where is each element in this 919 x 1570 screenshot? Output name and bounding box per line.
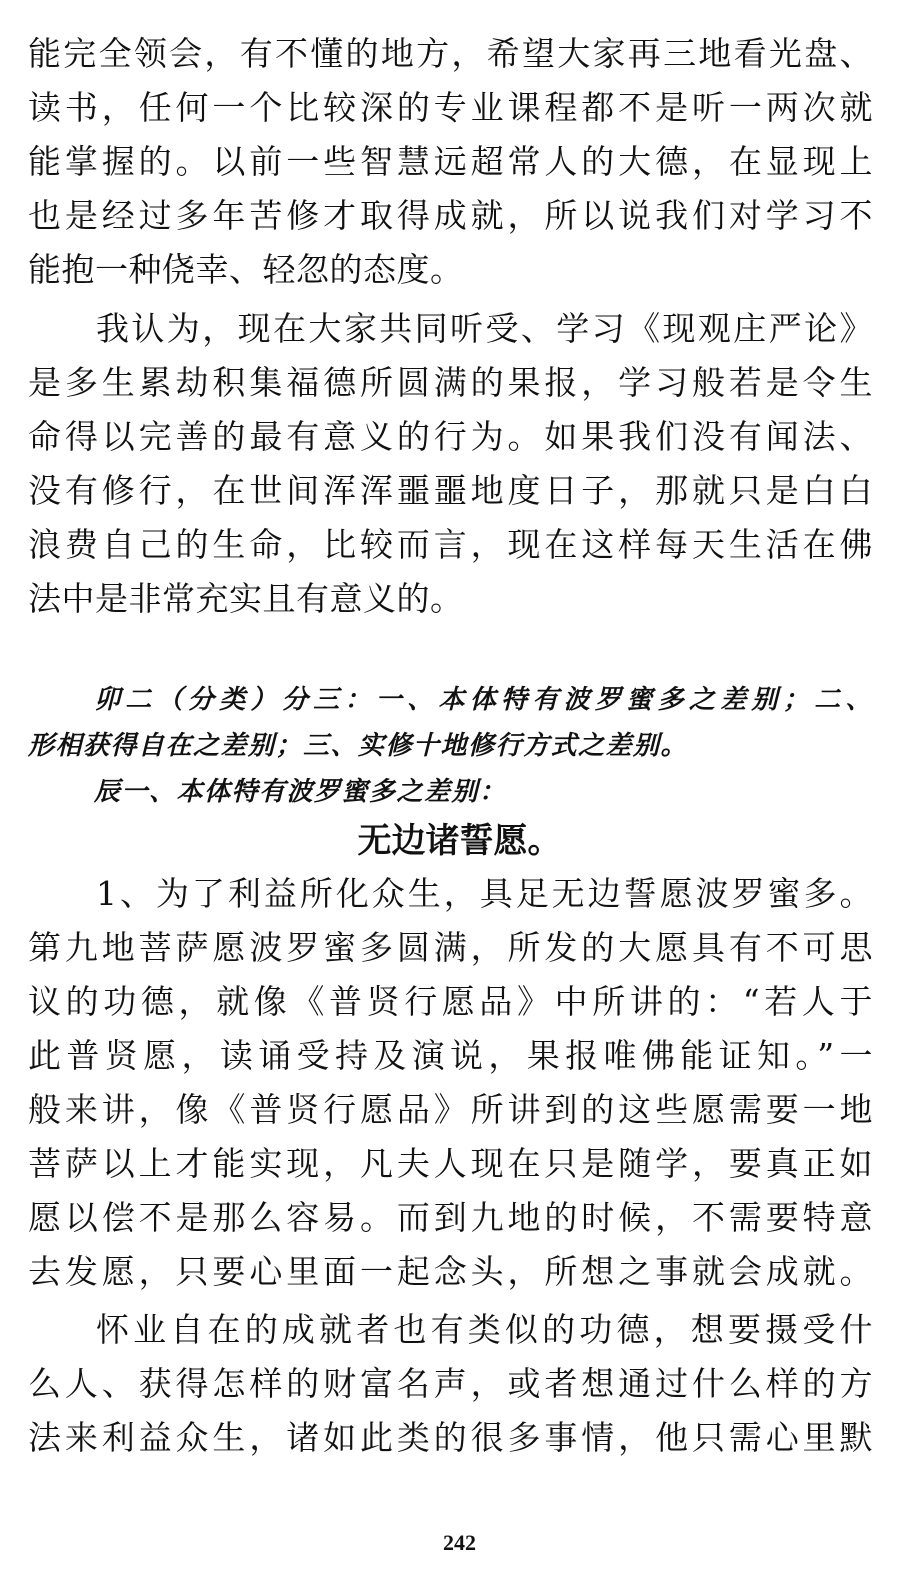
text-line: 议的功德，就像《普贤行愿品》中所讲的：“若人于 [28, 982, 873, 1021]
text-line: 读书，任何一个比较深的专业课程都不是听一两次就 [28, 88, 873, 127]
text-line: 是多生累劫积集福德所圆满的果报，学习般若是令生 [28, 363, 873, 402]
text-line: 没有修行，在世间浑浑噩噩地度日子，那就只是白白 [28, 471, 873, 510]
paragraph-1 [28, 27, 873, 297]
text-line: 般来讲，像《普贤行愿品》所讲到的这些愿需要一地 [28, 1090, 873, 1129]
text-line: 愿以偿不是那么容易。而到九地的时候，不需要特意 [28, 1198, 873, 1237]
outline-line: 辰一、本体特有波罗蜜多之差别： [94, 777, 507, 807]
text-line: 能抱一种侥幸、轻忽的态度。 [28, 250, 464, 289]
text-line: 我认为，现在大家共同听受、学习《现观庄严论》 [96, 309, 873, 348]
text-line: 菩萨以上才能实现，凡夫人现在只是随学，要真正如 [28, 1144, 873, 1183]
outline-line: 形相获得自在之差别；三、实修十地修行方式之差别。 [28, 731, 689, 761]
text-line: 也是经过多年苦修才取得成就，所以说我们对学习不 [28, 196, 873, 235]
text-line: 怀业自在的成就者也有类似的功德，想要摄受什 [96, 1310, 873, 1349]
text-line: 么人、获得怎样的财富名声，或者想通过什么样的方 [28, 1364, 873, 1403]
paragraph-2 [28, 302, 873, 626]
text-line: 命得以完善的最有意义的行为。如果我们没有闻法、 [28, 417, 873, 456]
text-line: 浪费自己的生命，比较而言，现在这样每天生活在佛 [28, 525, 873, 564]
text-line: 此普贤愿，读诵受持及演说，果报唯佛能证知。”一 [28, 1036, 873, 1075]
text-line: 法中是非常充实且有意义的。 [28, 579, 464, 618]
outline-line: 卯二（分类）分三：一、本体特有波罗蜜多之差别；二、 [94, 685, 873, 715]
section-outline [28, 677, 873, 815]
paragraph-3 [28, 867, 873, 1299]
text-line: 去发愿，只要心里面一起念头，所想之事就会成就。 [28, 1252, 873, 1291]
paragraph-4 [28, 1303, 873, 1465]
text-line: 第九地菩萨愿波罗蜜多圆满，所发的大愿具有不可思 [28, 928, 873, 967]
page-number: 242 [443, 1530, 476, 1555]
text-line: 能完全领会，有不懂的地方，希望大家再三地看光盘、 [28, 34, 873, 73]
verse-heading: 无边诸誓愿。 [357, 821, 562, 861]
text-line: 能掌握的。以前一些智慧远超常人的大德，在显现上 [28, 142, 873, 181]
text-line: 法来利益众生，诸如此类的很多事情，他只需心里默 [28, 1418, 873, 1457]
text-line: 1、为了利益所化众生，具足无边誓愿波罗蜜多。 [96, 874, 873, 913]
